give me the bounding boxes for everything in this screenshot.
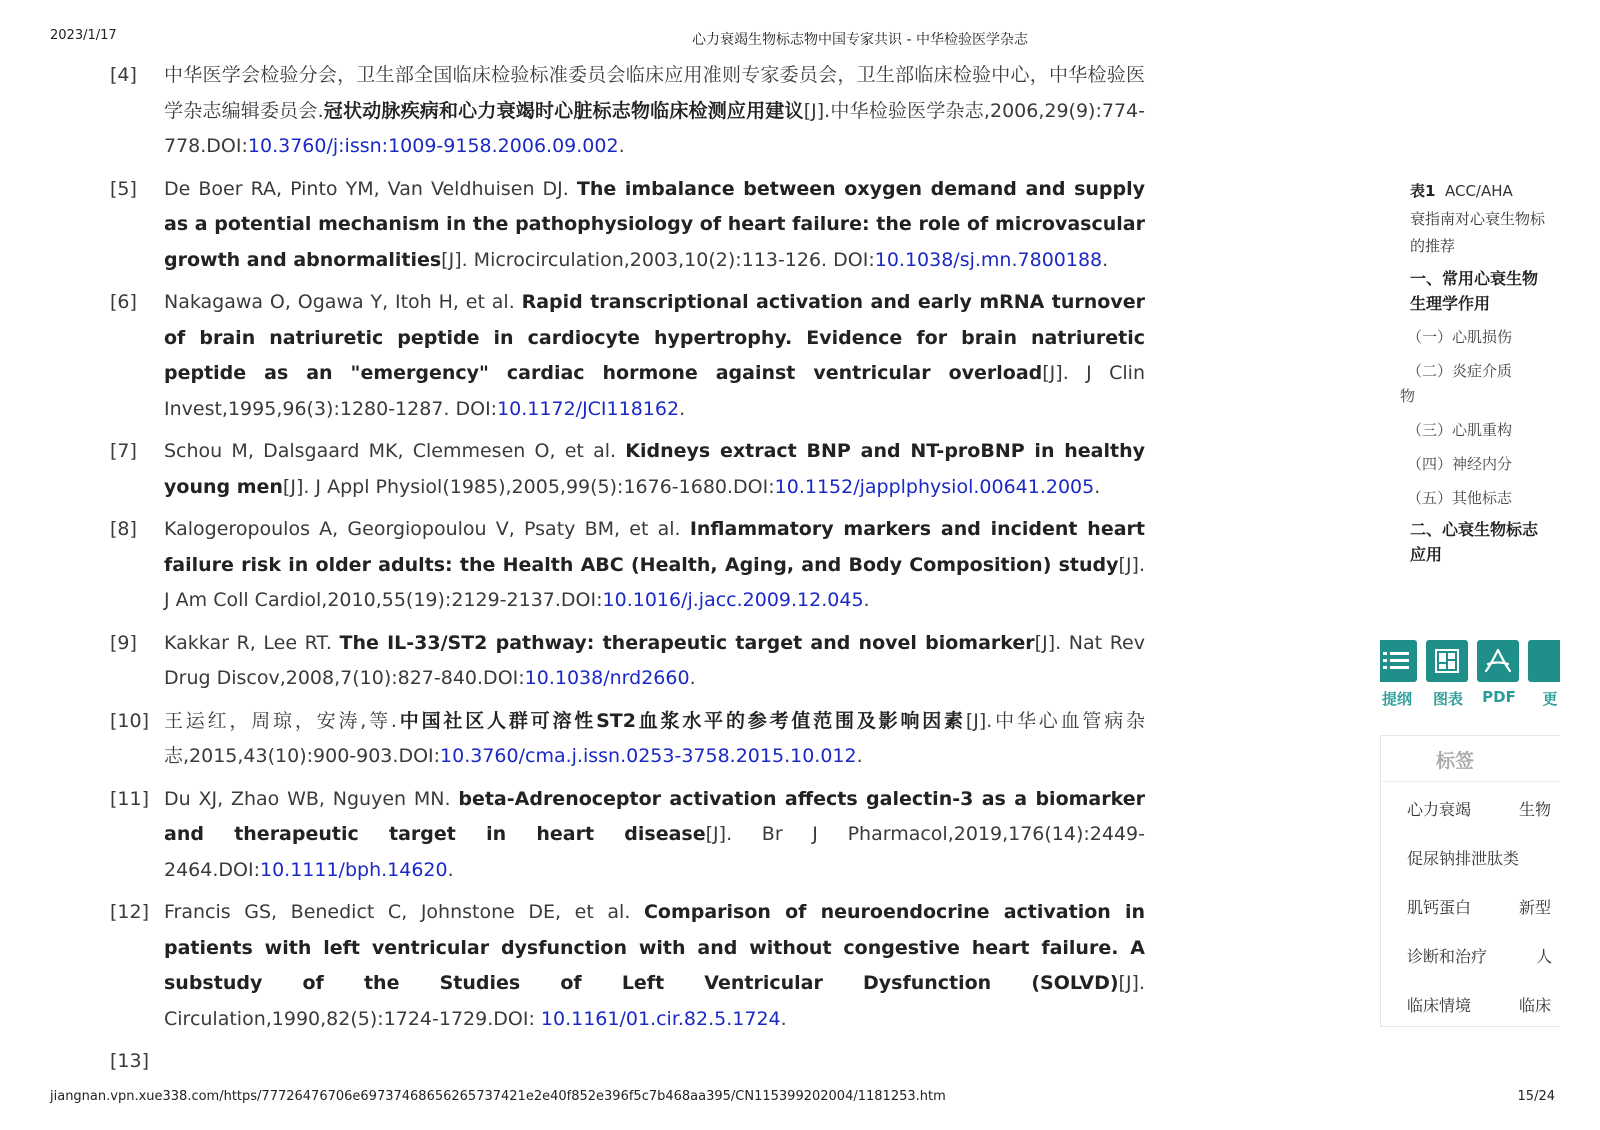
- reference-number: [11]: [110, 787, 150, 810]
- reference-end: .: [856, 745, 863, 767]
- tag-troponin[interactable]: 肌钙蛋白: [1407, 898, 1472, 917]
- reference-number: [4]: [110, 64, 137, 86]
- toc-subsection-3[interactable]: （三）心肌重构: [1407, 421, 1513, 439]
- tag-natriuretic-peptides[interactable]: 促尿钠排泄肽类: [1407, 849, 1520, 868]
- reference-item-12: [110, 895, 1145, 1037]
- page-number: 15/24: [1517, 1089, 1555, 1104]
- reference-source: [J]. Microcirculation,2003,10(2):113-126. DOI:: [441, 248, 875, 271]
- reference-item-8: [110, 512, 1145, 619]
- doi-link[interactable]: 10.3760/cma.j.issn.0253-3758.2015.10.012: [440, 745, 857, 767]
- table-title-line1: ACC/AHA: [1444, 182, 1513, 200]
- reference-number: [9]: [110, 631, 137, 654]
- reference-title: Kidneys extract BNP and NT-proBNP in healthy young men: [164, 440, 1146, 498]
- grid-icon: [1426, 640, 1468, 682]
- reference-end: .: [863, 589, 870, 611]
- toc-section-2[interactable]: 二、心衰生物标志: [1410, 520, 1539, 539]
- reference-authors: Nakagawa O, Ogawa Y, Itoh H, et al.: [164, 291, 522, 313]
- toc-subsection-4[interactable]: （四）神经内分: [1407, 455, 1513, 473]
- doi-link[interactable]: 10.1038/nrd2660: [524, 667, 690, 689]
- toc-item-table1[interactable]: [1410, 178, 1513, 205]
- reference-end: .: [780, 1007, 787, 1030]
- reference-end: .: [447, 858, 454, 881]
- more-button[interactable]: [1528, 640, 1560, 709]
- reference-item-6: [110, 285, 1145, 427]
- reference-number: [5]: [110, 177, 137, 200]
- figures-label: 图表: [1432, 690, 1463, 708]
- toc-section-2-cont[interactable]: 应用: [1410, 545, 1443, 564]
- reference-title: Rapid transcriptional activation and early mRNA turnover of brain natriuretic peptide in cardiocyte hypertrophy. Evidence for brain natriuretic peptide as an "emergency" cardiac hormone against ventricular overload: [164, 291, 1146, 384]
- reference-authors: 中华医学会检验分会，卫生部全国临床检验标准委员会临床应用准则专家委员会，卫生部临床检验中心，中华检验医学杂志编辑委员会.: [164, 64, 1145, 122]
- tag-clinical-context[interactable]: 临床情境: [1407, 996, 1472, 1015]
- reference-authors: Kakkar R, Lee RT.: [164, 631, 340, 654]
- pdf-button[interactable]: [1477, 640, 1521, 706]
- reference-item-7: [110, 434, 1145, 505]
- more-icon: [1528, 640, 1560, 682]
- table-label: 表1: [1410, 182, 1436, 200]
- toc-subsection-2-cont[interactable]: 物: [1400, 387, 1416, 405]
- doi-link[interactable]: 10.3760/j:issn:1009-9158.2006.09.002: [247, 135, 619, 157]
- reference-source: [J]. Br J Pharmacol,2019,176(14):2449-2464.DOI:: [164, 823, 1146, 881]
- reference-source: [J].中华检验医学杂志,2006,29(9):774-778.DOI:: [164, 99, 1145, 157]
- tool-buttons: [1381, 640, 1560, 720]
- doi-link[interactable]: 10.1111/bph.14620: [259, 858, 448, 881]
- pdf-icon: [1477, 640, 1519, 682]
- reference-item-10: [110, 704, 1145, 775]
- tag-human[interactable]: 人: [1536, 947, 1553, 966]
- print-url: jiangnan.vpn.xue338.com/https/77726476706e69737468656265737421e2e40f852e396f5c7b468aa395/CN115399202004/1181253.htm: [50, 1089, 946, 1104]
- reference-authors: Schou M, Dalsgaard MK, Clemmesen O, et al.: [164, 440, 626, 462]
- tag-novel[interactable]: 新型: [1519, 898, 1552, 917]
- toc-section-1-cont[interactable]: 生理学作用: [1410, 294, 1491, 313]
- tag-diagnosis-treatment[interactable]: 诊断和治疗: [1407, 947, 1488, 966]
- doi-link[interactable]: 10.1161/01.cir.82.5.1724: [540, 1007, 781, 1030]
- reference-authors: Kalogeropoulos A, Georgiopoulou V, Psaty BM, et al.: [164, 518, 690, 540]
- reference-authors: De Boer RA, Pinto YM, Van Veldhuisen DJ.: [164, 177, 577, 200]
- reference-item-11: [110, 782, 1145, 889]
- reference-item-5: [110, 172, 1145, 279]
- tag-biomarker[interactable]: 生物: [1519, 800, 1552, 819]
- reference-title: 中国社区人群可溶性ST2血浆水平的参考值范围及影响因素: [396, 709, 966, 732]
- table-title-line2: 衰指南对心衰生物标: [1410, 210, 1546, 228]
- toc-subsection-5[interactable]: （五）其他标志: [1407, 489, 1513, 507]
- outline-label: 提纲: [1381, 690, 1412, 708]
- reference-number: [6]: [110, 291, 137, 313]
- reference-list: [110, 58, 1145, 1087]
- reference-end: .: [689, 667, 696, 689]
- reference-authors: 王运红，周琼，安涛,等.: [164, 709, 397, 732]
- toc-subsection-1[interactable]: （一）心肌损伤: [1407, 328, 1513, 346]
- reference-item-9: [110, 626, 1145, 697]
- toc-section-1[interactable]: 一、常用心衰生物: [1410, 269, 1539, 288]
- reference-end: .: [1094, 475, 1101, 498]
- reference-end: .: [679, 397, 686, 420]
- reference-title: Inflammatory markers and incident heart failure risk in older adults: the Health ABC (Health, Aging, and Body Composition) study: [164, 518, 1145, 576]
- reference-item-4: [110, 58, 1145, 165]
- toc-subsection-2[interactable]: （二）炎症介质: [1407, 362, 1513, 380]
- reference-title: The imbalance between oxygen demand and supply as a potential mechanism in the pathophysiology of heart failure: the role of microvascular growth and abnormalities: [164, 177, 1146, 271]
- sidebar: [1380, 170, 1560, 1070]
- print-date: 2023/1/17: [50, 28, 117, 43]
- tags-title: 标签: [1436, 750, 1475, 772]
- reference-end: .: [618, 135, 625, 157]
- reference-number: [8]: [110, 518, 137, 540]
- doi-link[interactable]: 10.1152/japplphysiol.00641.2005: [774, 475, 1095, 498]
- figures-button[interactable]: [1426, 640, 1470, 709]
- reference-number: [7]: [110, 440, 137, 462]
- reference-source: [J]. J Clin Invest,1995,96(3):1280-1287. DOI:: [164, 362, 1145, 420]
- reference-source: [J]. J Appl Physiol(1985),2005,99(5):1676-1680.DOI:: [282, 475, 775, 498]
- reference-title: beta-Adrenoceptor activation affects galectin-3 as a biomarker and therapeutic target in heart disease: [164, 787, 1145, 845]
- reference-source: [J]. Nat Rev Drug Discov,2008,7(10):827-840.DOI:: [164, 631, 1145, 689]
- outline-button[interactable]: [1380, 640, 1419, 709]
- more-label: 更: [1542, 690, 1558, 708]
- pdf-label: PDF: [1482, 688, 1516, 706]
- list-icon: [1380, 640, 1417, 682]
- reference-number: [13]: [110, 1050, 150, 1072]
- tag-heart-failure[interactable]: 心力衰竭: [1407, 800, 1472, 819]
- doi-link[interactable]: 10.1172/JCI118162: [497, 397, 680, 420]
- reference-authors: Du XJ, Zhao WB, Nguyen MN.: [164, 787, 459, 810]
- table-title-line3: 的推荐: [1410, 237, 1456, 255]
- reference-item-13: [110, 1044, 1145, 1080]
- reference-title: 冠状动脉疾病和心力衰竭时心脏标志物临床检测应用建议: [323, 99, 804, 122]
- reference-end: .: [1102, 248, 1109, 271]
- tag-clinical[interactable]: 临床: [1519, 996, 1552, 1015]
- doi-link[interactable]: 10.1038/sj.mn.7800188: [874, 248, 1103, 271]
- print-page-title: 心力衰竭生物标志物中国专家共识 - 中华检验医学杂志: [692, 32, 1028, 48]
- tags-panel: [1380, 735, 1560, 1027]
- reference-number: [12]: [110, 901, 150, 923]
- doi-link[interactable]: 10.1016/j.jacc.2009.12.045: [602, 589, 864, 611]
- reference-source: [J].中华心血管病杂志,2015,43(10):900-903.DOI:: [164, 709, 1146, 767]
- reference-title: The IL-33/ST2 pathway: therapeutic target and novel biomarker: [339, 631, 1035, 654]
- reference-authors: Francis GS, Benedict C, Johnstone DE, et al.: [164, 901, 644, 923]
- reference-title: Comparison of neuroendocrine activation in patients with left ventricular dysfunction with and without congestive heart failure. A substudy of the Studies of Left Ventricular Dysfunction (SOLVD): [164, 901, 1145, 994]
- reference-number: [10]: [110, 709, 150, 732]
- reference-source: [J]. Circulation,1990,82(5):1724-1729.DOI:: [164, 972, 1145, 1030]
- reference-source: [J]. J Am Coll Cardiol,2010,55(19):2129-2137.DOI:: [164, 553, 1145, 611]
- tags-divider: [1381, 781, 1560, 782]
